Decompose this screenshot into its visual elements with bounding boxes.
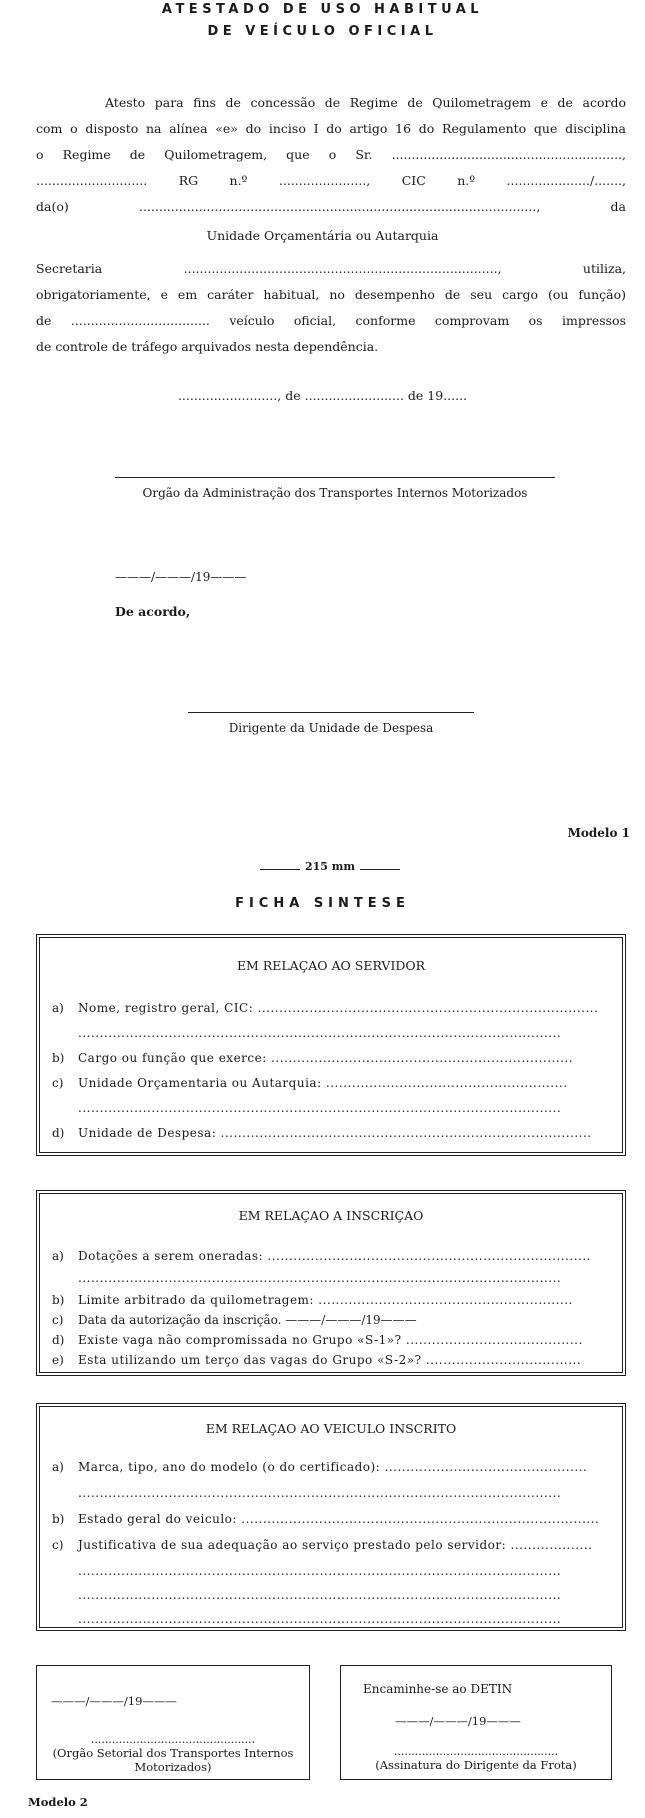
de-acordo-text: De acordo, <box>115 604 191 619</box>
dimension-rule-right <box>360 869 400 870</box>
dirigente-signature-label: Dirigente da Unidade de Despesa <box>228 721 434 735</box>
veiculo-item-a-cont: ................................................................................................................ <box>78 1486 562 1500</box>
servidor-item-b: b) Cargo ou função que exerce: ...................................................................... <box>52 1051 574 1065</box>
inscricao-item-a-cont: ................................................................................................................ <box>78 1271 562 1285</box>
attestation-line-8: de ................................... veículo oficial, conforme comprovam os impressos <box>36 313 626 328</box>
inscricao-item-b: b) Limite arbitrado da quilometragem: ........................................................... <box>52 1293 573 1307</box>
attestation-line-4: ............................ RG n.º ......................, CIC n.º ...................../......., <box>36 173 626 188</box>
dirigente-frota-dots: ............................................... <box>393 1745 559 1758</box>
veiculo-item-c-cont-3: ................................................................................................................ <box>78 1612 562 1626</box>
veiculo-box <box>36 1403 626 1631</box>
inscricao-box <box>36 1190 626 1376</box>
servidor-item-c-cont: ................................................................................................................ <box>78 1101 562 1115</box>
inscricao-item-e: e) Esta utilizando um terço das vagas do Grupo «S-2»? .................................... <box>52 1353 582 1367</box>
document-title-line1: ATESTADO DE USO HABITUAL <box>161 2 484 17</box>
dirigente-signature-rule <box>188 712 474 713</box>
signature-date-placeholder: ———/———/19——— <box>115 570 247 584</box>
ficha-title: FICHA SINTESE <box>235 896 410 911</box>
orgao-setorial-label: (Orgão Setorial dos Transportes Internos Motorizados) <box>52 1746 294 1774</box>
orgao-signature-label: Orgão da Administração dos Transportes Internos Motorizados <box>142 486 528 500</box>
orgao-setorial-box <box>36 1665 310 1780</box>
servidor-heading: EM RELAÇAO AO SERVIDOR <box>236 958 426 973</box>
servidor-item-d: d) Unidade de Despesa: ...................................................................................... <box>52 1126 592 1140</box>
inscricao-heading: EM RELAÇAO A INSCRIÇAO <box>238 1208 424 1223</box>
model2-label: Modelo 2 <box>28 1795 88 1809</box>
attestation-line-1: Atesto para fins de concessão de Regime de Quilometragem e de acordo <box>105 95 626 110</box>
dimension-label: 215 mm <box>304 860 356 873</box>
orgao-signature-rule <box>115 477 555 478</box>
veiculo-item-b: b) Estado geral do veiculo: ................................................................................... <box>52 1512 600 1526</box>
servidor-item-a-cont: ................................................................................................................ <box>78 1026 562 1040</box>
document-title-line2: DE VEÍCULO OFICIAL <box>207 24 438 39</box>
attestation-line-5: da(o) ...................................................................................................., da <box>36 199 626 214</box>
veiculo-item-a: a) Marca, tipo, ano do modelo (o do certificado): ............................................... <box>52 1460 588 1474</box>
veiculo-heading: EM RELAÇAO AO VEICULO INSCRITO <box>205 1421 457 1436</box>
dirigente-frota-label: (Assinatura do Dirigente da Frota) <box>375 1758 577 1772</box>
dimension-rule-left <box>260 869 300 870</box>
unit-heading: Unidade Orçamentária ou Autarquia <box>206 228 439 243</box>
attestation-line-2: com o disposto na alínea «e» do inciso I do artigo 16 do Regulamento que disciplina <box>36 121 626 136</box>
attestation-line-7: obrigatoriamente, e em caráter habitual, no desempenho de seu cargo (ou função) <box>36 287 626 302</box>
servidor-box <box>36 934 626 1156</box>
model1-label: Modelo 1 <box>567 826 630 840</box>
attestation-line-9: de controle de tráfego arquivados nesta dependência. <box>36 339 379 354</box>
servidor-item-c: c) Unidade Orçamentaria ou Autarquia: ........................................................ <box>52 1076 568 1090</box>
attestation-line-3: o Regime de Quilometragem, que o Sr. .........................................................., <box>36 147 626 162</box>
veiculo-item-c: c) Justificativa de sua adequação ao serviço prestado pelo servidor: ................... <box>52 1538 593 1552</box>
attestation-line-6: Secretaria ..............................................................................., utiliza, <box>36 261 626 276</box>
orgao-setorial-date: ———/———/19——— <box>51 1694 177 1708</box>
veiculo-item-c-cont-1: ................................................................................................................ <box>78 1564 562 1578</box>
dirigente-frota-date: ———/———/19——— <box>395 1714 521 1728</box>
encaminhe-heading: Encaminhe-se ao DETIN <box>363 1682 513 1696</box>
dirigente-frota-box <box>340 1665 612 1780</box>
date-line: ........................., de ......................... de 19...... <box>177 388 468 403</box>
inscricao-item-d: d) Existe vaga não compromissada no Grupo «S-1»? ......................................... <box>52 1333 583 1347</box>
veiculo-item-c-cont-2: ................................................................................................................ <box>78 1588 562 1602</box>
inscricao-item-c: c) Data da autorização da inscrição. ———/———/19——— <box>52 1313 417 1327</box>
orgao-setorial-dots: ............................................... <box>90 1733 256 1746</box>
inscricao-item-a: a) Dotações a serem oneradas: ........................................................................... <box>52 1249 591 1263</box>
servidor-item-a: a) Nome, registro geral, CIC: ............................................................................... <box>52 1001 599 1015</box>
